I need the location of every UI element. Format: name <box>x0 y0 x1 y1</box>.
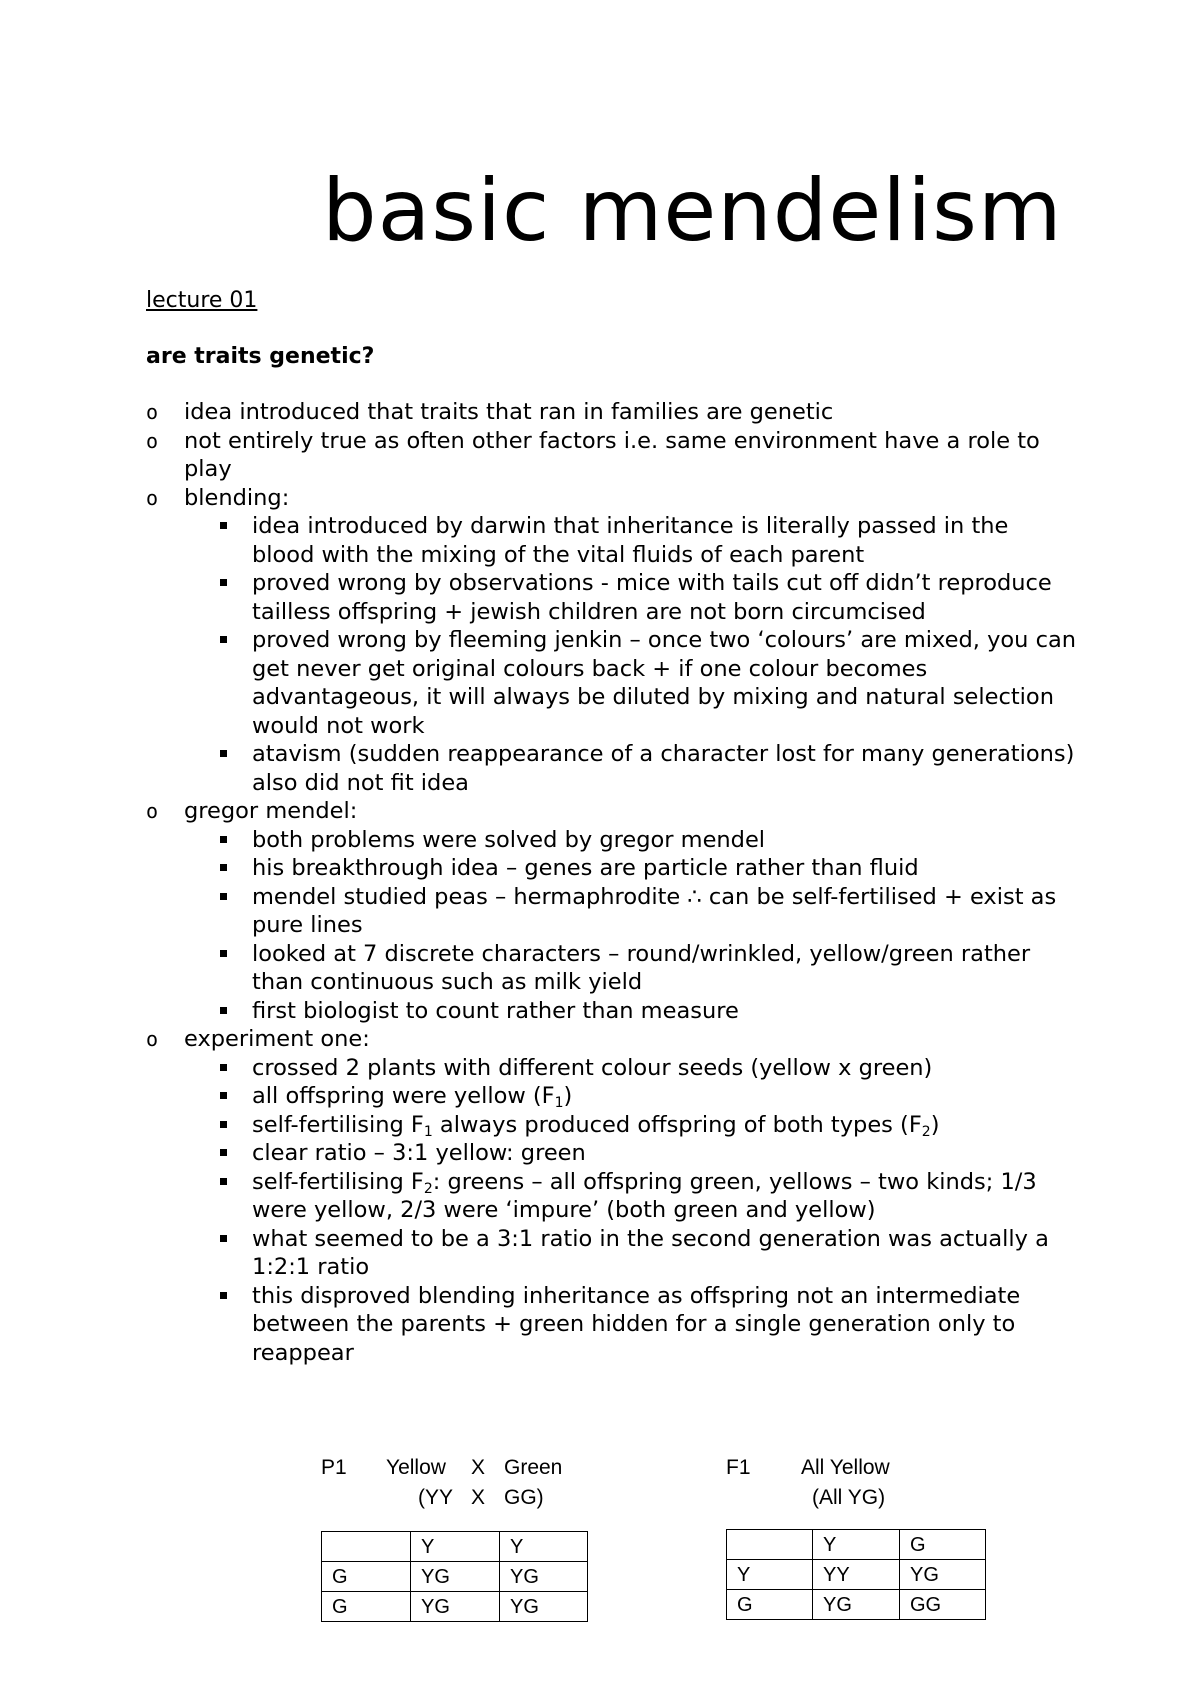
p1-generation-label: P1 <box>321 1456 347 1479</box>
f1-punnett-table <box>726 1529 986 1620</box>
p1-parent2-label: Green <box>504 1456 563 1479</box>
sub-list-item: crossed 2 plants with different colour seeds (yellow x green) <box>218 1054 1076 1083</box>
subscript: 1 <box>423 1123 433 1140</box>
sub-list-item: proved wrong by fleeming jenkin – once two ‘colours’ are mixed, you can get never get original colours back + if one colour becomes advantageous, it will always be diluted by mixing and natural selection would not work <box>218 626 1076 740</box>
table-cell: YY <box>813 1560 900 1590</box>
table-row <box>322 1592 588 1622</box>
p1-genotype1-label: (YY <box>418 1486 454 1509</box>
table-row <box>322 1532 588 1562</box>
f1-generation-label: F1 <box>726 1456 751 1479</box>
notes-outline <box>146 398 1076 1367</box>
outline-item <box>146 427 1076 484</box>
outline-item <box>146 398 1076 427</box>
p1-parent1-label: Yellow <box>386 1456 446 1479</box>
table-cell: YG <box>900 1560 986 1590</box>
subscript: 2 <box>921 1123 931 1140</box>
punnett-p1 <box>321 1453 591 1633</box>
f1-genotype-label: (All YG) <box>812 1486 886 1509</box>
sub-list-item <box>218 1082 1076 1111</box>
table-cell: GG <box>900 1590 986 1620</box>
p1-cross-symbol: X <box>471 1456 486 1479</box>
outline-item <box>146 797 1076 1025</box>
table-row <box>322 1562 588 1592</box>
sub-list-item: proved wrong by observations - mice with tails cut off didn’t reproduce tailless offspring + jewish children are not born circumcised <box>218 569 1076 626</box>
p1-cross-symbol-2: X <box>471 1486 486 1509</box>
text-run: : greens – all offspring green, yellows – two kinds; 1/3 were yellow, 2/3 were ‘impure’ (both green and yellow) <box>252 1168 1037 1223</box>
outline-item-text: experiment one: <box>184 1026 370 1052</box>
lecture-label: lecture 01 <box>146 288 258 313</box>
table-cell: G <box>322 1592 411 1622</box>
text-run: self-fertilising F <box>252 1168 424 1195</box>
sub-list-item <box>218 1111 1076 1140</box>
subscript: 1 <box>554 1095 564 1111</box>
table-cell: YG <box>411 1562 500 1592</box>
table-cell: YG <box>813 1590 900 1620</box>
table-cell: Y <box>813 1530 900 1560</box>
sub-list <box>184 1054 1076 1368</box>
section-heading: are traits genetic? <box>146 344 375 369</box>
subscript: 2 <box>423 1180 433 1197</box>
outline-item-text: gregor mendel: <box>184 798 358 824</box>
table-cell: Y <box>500 1532 588 1562</box>
text-run: always produced offspring of both types (F <box>432 1111 922 1138</box>
text-run: all offspring were yellow (F <box>252 1083 555 1109</box>
sub-list <box>184 826 1076 1026</box>
table-row <box>727 1590 986 1620</box>
sub-list-item: what seemed to be a 3:1 ratio in the second generation was actually a 1:2:1 ratio <box>218 1225 1076 1282</box>
table-cell: Y <box>727 1560 813 1590</box>
table-row <box>727 1530 986 1560</box>
punnett-f1 <box>726 1453 986 1633</box>
sub-list-item: looked at 7 discrete characters – round/wrinkled, yellow/green rather than continuous such as milk yield <box>218 940 1076 997</box>
table-cell: YG <box>500 1562 588 1592</box>
text-run: ) <box>563 1083 573 1109</box>
table-cell <box>322 1532 411 1562</box>
table-cell: YG <box>500 1592 588 1622</box>
sub-list-item: idea introduced by darwin that inheritance is literally passed in the blood with the mixing of the vital fluids of each parent <box>218 512 1076 569</box>
outline-item-text: blending: <box>184 484 290 511</box>
sub-list <box>184 512 1076 797</box>
table-cell: Y <box>411 1532 500 1562</box>
sub-list-item <box>218 1168 1076 1225</box>
text-run: ) <box>930 1111 940 1138</box>
sub-list-item: his breakthrough idea – genes are particle rather than fluid <box>218 854 1076 883</box>
p1-punnett-table <box>321 1531 588 1622</box>
sub-list-item: mendel studied peas – hermaphrodite ∴ can be self-fertilised + exist as pure lines <box>218 883 1076 940</box>
table-cell <box>727 1530 813 1560</box>
sub-list-item: first biologist to count rather than measure <box>218 997 1076 1026</box>
outline-item-text: idea introduced that traits that ran in families are genetic <box>184 399 834 425</box>
table-cell: G <box>322 1562 411 1592</box>
outline-item <box>146 1025 1076 1367</box>
sub-list-item: both problems were solved by gregor mendel <box>218 826 1076 855</box>
table-row <box>727 1560 986 1590</box>
text-run: self-fertilising F <box>252 1111 424 1138</box>
table-cell: YG <box>411 1592 500 1622</box>
table-cell: G <box>900 1530 986 1560</box>
outline-item-text: not entirely true as often other factors i.e. same environment have a role to play <box>184 427 1040 482</box>
f1-phenotype-label: All Yellow <box>801 1456 890 1479</box>
sub-list-item: this disproved blending inheritance as offspring not an intermediate between the parents + green hidden for a single generation only to reappear <box>218 1282 1076 1368</box>
sub-list-item: atavism (sudden reappearance of a character lost for many generations) also did not fit idea <box>218 740 1076 797</box>
outline-item <box>146 484 1076 798</box>
p1-genotype2-label: GG) <box>504 1486 544 1509</box>
table-cell: G <box>727 1590 813 1620</box>
sub-list-item: clear ratio – 3:1 yellow: green <box>218 1139 1076 1168</box>
page-title: basic mendelism <box>322 161 1063 261</box>
